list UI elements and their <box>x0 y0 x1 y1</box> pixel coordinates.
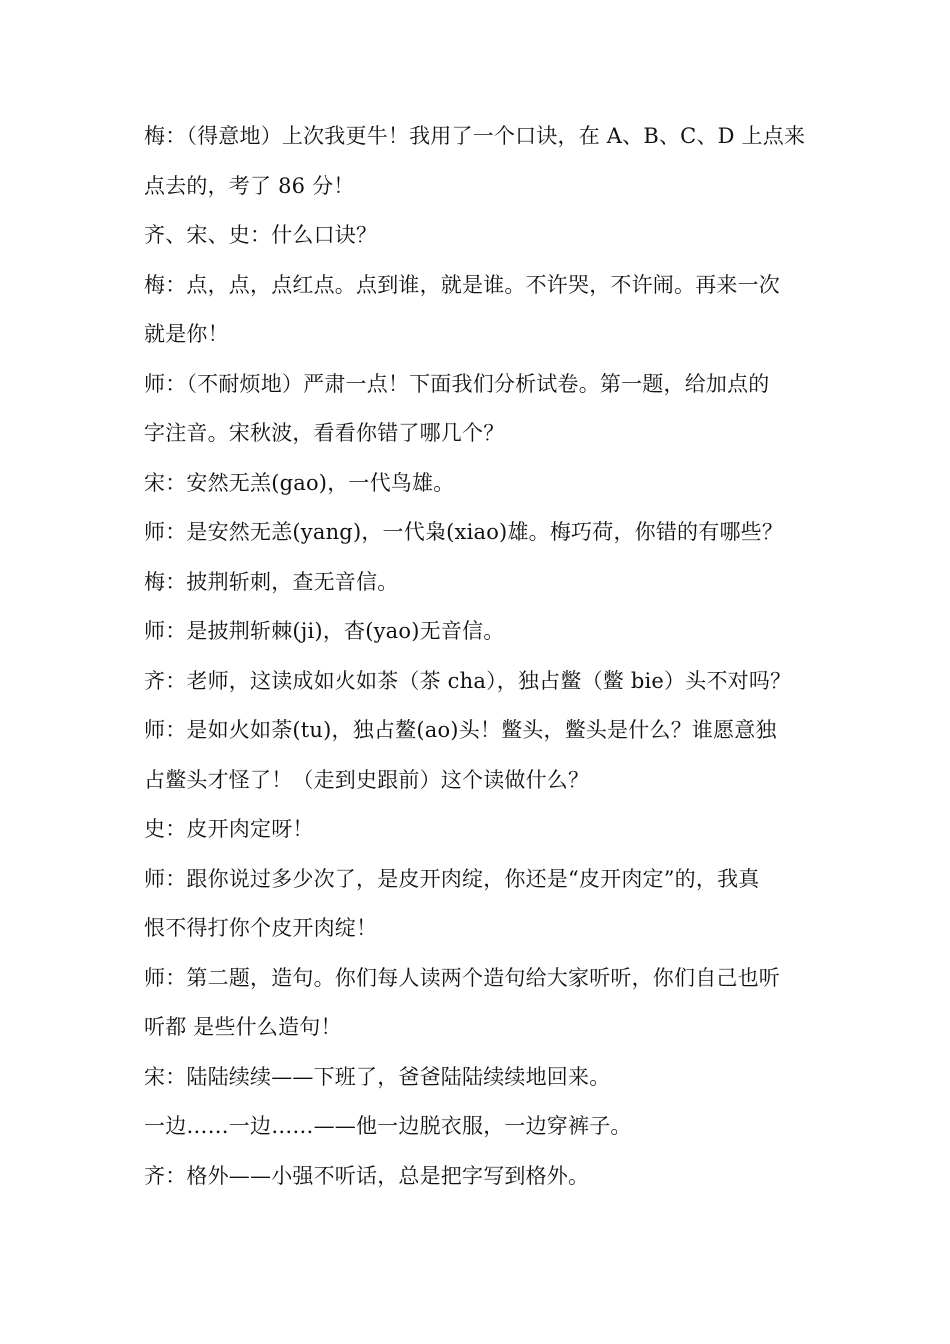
text-line: 师：第二题，造句。你们每人读两个造句给大家听听，你们自己也听 <box>144 965 780 990</box>
text-line: 梅：披荆斩刺，查无音信。 <box>144 569 399 594</box>
text-line: 点去的，考了 86 分！ <box>144 173 355 198</box>
text-line: 梅：点，点，点红点。点到谁，就是谁。不许哭，不许闹。再来一次 <box>144 272 780 297</box>
text-line: 齐、宋、史：什么口诀？ <box>144 223 378 247</box>
text-line: 字注音。宋秋波，看看你错了哪几个？ <box>144 421 505 445</box>
text-line: 恨不得打你个皮开肉绽！ <box>144 916 378 940</box>
text-line: 史：皮开肉定呀！ <box>144 817 314 841</box>
text-line: 师：（不耐烦地）严肃一点！下面我们分析试卷。第一题，给加点的 <box>144 371 770 396</box>
text-line: 一边……一边……——他一边脱衣服，一边穿裤子。 <box>144 1114 632 1138</box>
text-line: 占鳖头才怪了！（走到史跟前）这个读做什么？ <box>144 767 590 792</box>
text-line: 师：是披荆斩棘(ji)，杳(yao)无音信。 <box>144 619 505 643</box>
text-line: 宋：安然无羔(gao)，一代鸟雄。 <box>144 470 455 495</box>
text-line: 宋：陆陆续续——下班了，爸爸陆陆续续地回来。 <box>144 1064 611 1089</box>
text-line: 听都 是些什么造句！ <box>144 1015 342 1039</box>
text-line: 师：是如火如荼(tu)，独占鳌(ao)头！鳖头，鳖头是什么？谁愿意独 <box>144 718 777 742</box>
script-text <box>144 112 809 1201</box>
text-line: 梅：（得意地）上次我更牛！我用了一个口诀，在 A、B、C、D 上点来 <box>144 124 806 148</box>
text-line: 齐：老师，这读成如火如茶（茶 cha），独占鳖（鳖 bie）头不对吗？ <box>144 668 792 693</box>
text-line: 师：跟你说过多少次了，是皮开肉绽，你还是“皮开肉定”的，我真 <box>144 866 760 891</box>
text-line: 齐：格外——小强不听话，总是把字写到格外。 <box>144 1163 590 1188</box>
text-line: 就是你！ <box>144 322 229 346</box>
text-line: 师：是安然无恙(yang)，一代枭(xiao)雄。梅巧荷，你错的有哪些？ <box>144 520 784 544</box>
